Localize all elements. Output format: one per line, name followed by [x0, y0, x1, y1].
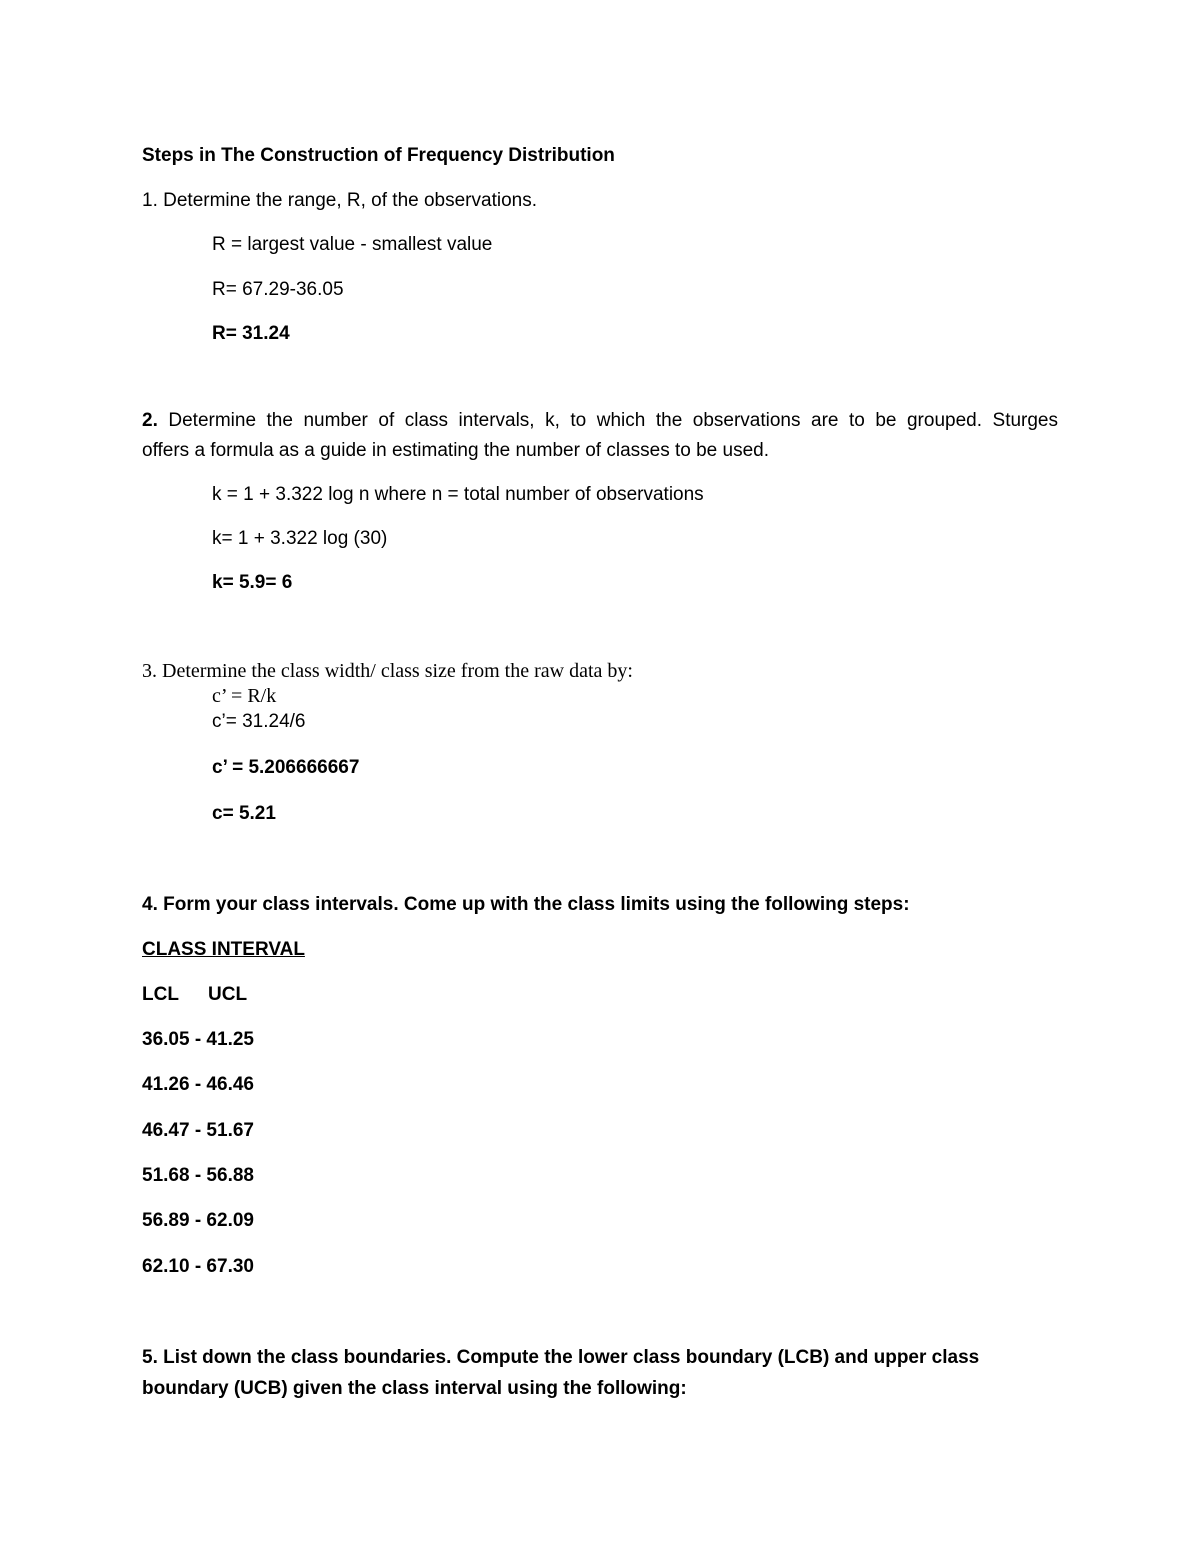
- class-interval-row: 56.89 - 62.09: [142, 1210, 254, 1231]
- step4-heading: 4. Form your class intervals. Come up with the class limits using the following steps:: [142, 894, 910, 915]
- step5-heading-line1: 5. List down the class boundaries. Compute the lower class boundary (LCB) and upper class: [142, 1347, 980, 1368]
- class-interval-row: 46.47 - 51.67: [142, 1120, 254, 1141]
- step3-result-exact: c’ = 5.206666667: [212, 757, 360, 778]
- step2-heading-text: Determine the number of class intervals, k, to which the observations are to be grouped. Sturges: [168, 410, 1058, 431]
- step3-formula: c’ = R/k: [212, 685, 277, 707]
- lcl-header: LCL: [142, 984, 179, 1005]
- class-interval-row: 51.68 - 56.88: [142, 1165, 254, 1186]
- class-interval-row: 36.05 - 41.25: [142, 1029, 254, 1050]
- step1-substitution: R= 67.29-36.05: [212, 279, 344, 300]
- step3-heading: 3. Determine the class width/ class size from the raw data by:: [142, 660, 633, 682]
- ucl-header: UCL: [208, 984, 248, 1005]
- step1-heading: 1. Determine the range, R, of the observations.: [142, 190, 537, 211]
- step2-heading-line1: [142, 409, 1058, 433]
- document-title: Steps in The Construction of Frequency Distribution: [142, 145, 615, 166]
- class-interval-row: 62.10 - 67.30: [142, 1256, 254, 1277]
- class-interval-title: CLASS INTERVAL: [142, 939, 305, 960]
- step2-number: 2.: [142, 410, 158, 431]
- step5-heading-line2: boundary (UCB) given the class interval using the following:: [142, 1378, 687, 1399]
- step2-heading-line2: offers a formula as a guide in estimating the number of classes to be used.: [142, 440, 769, 461]
- step2-result: k= 5.9= 6: [212, 572, 293, 593]
- class-interval-header: [142, 983, 247, 1007]
- class-interval-row: 41.26 - 46.46: [142, 1074, 254, 1095]
- step3-result-rounded: c= 5.21: [212, 803, 276, 824]
- step1-formula: R = largest value - smallest value: [212, 234, 493, 255]
- step2-substitution: k= 1 + 3.322 log (30): [212, 528, 388, 549]
- step3-substitution: c’= 31.24/6: [212, 711, 306, 732]
- step1-result: R= 31.24: [212, 323, 290, 344]
- step2-formula: k = 1 + 3.322 log n where n = total number of observations: [212, 484, 704, 505]
